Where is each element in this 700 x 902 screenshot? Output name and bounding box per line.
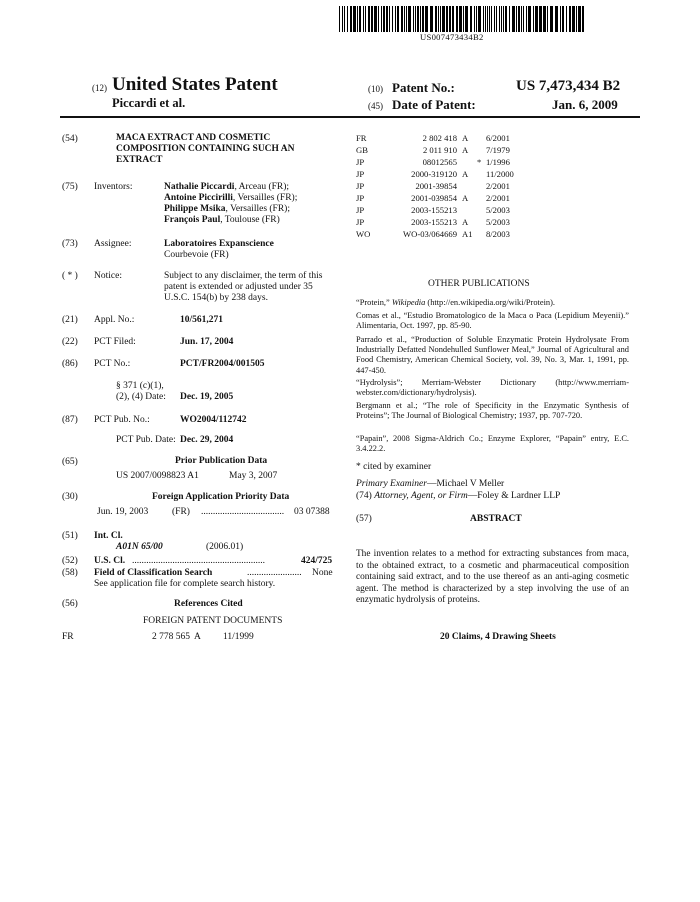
notice-line: Subject to any disclaimer, the term of this [164, 271, 323, 281]
barcode-bar [422, 6, 424, 32]
pct-no-label: PCT No.: [94, 359, 131, 369]
barcode-bar [386, 6, 388, 32]
barcode-bar [383, 6, 385, 32]
inventor-line [164, 193, 297, 204]
refs-code: (56) [62, 599, 78, 609]
pub-text: Wikipedia [391, 298, 426, 307]
ref-number: 2001-039854 [411, 193, 457, 203]
barcode-bar [401, 6, 403, 32]
uscl-label: U.S. Cl. [94, 556, 126, 566]
inventor-name: François Paul [164, 215, 221, 225]
foreign-ref-row [356, 145, 646, 156]
barcode-bar [374, 6, 377, 32]
barcode-bar [499, 6, 500, 32]
barcode-bar [582, 6, 584, 32]
title-code: (54) [62, 134, 78, 144]
title-line: MACA EXTRACT AND COSMETIC [116, 133, 271, 143]
barcode-bar [526, 6, 527, 32]
assignee-code: (73) [62, 239, 78, 249]
barcode-bar [440, 6, 441, 32]
foreign-priority-code: (30) [62, 492, 78, 502]
attorney-name: —Foley & Lardner LLP [467, 491, 561, 501]
ref-country: JP [356, 217, 365, 227]
inventor-line [164, 215, 280, 226]
ref-number: 2001-39854 [415, 181, 457, 191]
barcode-bar [344, 6, 345, 32]
barcode-bar [470, 6, 472, 32]
pub-no-label: PCT Pub. No.: [94, 415, 150, 425]
publication-entry [356, 298, 629, 308]
foreign-ref-row [356, 229, 646, 240]
pct-filed-code: (22) [62, 337, 78, 347]
ref-star: * [477, 157, 482, 167]
ref-date: 5/2003 [486, 217, 510, 227]
ref-country: JP [356, 157, 365, 167]
code-10: (10) [368, 84, 383, 94]
examiner-line [356, 479, 504, 490]
foreign-docs-heading: FOREIGN PATENT DOCUMENTS [143, 616, 283, 626]
header-rule [60, 116, 640, 118]
pub-date-value: Dec. 29, 2004 [180, 435, 234, 445]
barcode-bar [523, 6, 524, 32]
title-line: EXTRACT [116, 155, 163, 165]
barcode-bar [555, 6, 558, 32]
barcode-bar [501, 6, 502, 32]
pub-text: “Protein,” [356, 298, 392, 307]
ref-number: WO-03/064669 [403, 229, 457, 239]
intcl-version: (2006.01) [206, 542, 244, 552]
barcode-bar [516, 6, 517, 32]
barcode-bar [406, 6, 407, 32]
barcode-bar [533, 6, 534, 32]
barcode-bar [353, 6, 356, 32]
foreign-ref-row [356, 217, 646, 228]
prior-date: May 3, 2007 [229, 471, 278, 481]
ref-number: 2 802 418 [422, 133, 457, 143]
inventors-code: (75) [62, 182, 78, 192]
date-label: Date of Patent: [392, 97, 476, 112]
foreign-priority-dots: ................................... [201, 507, 285, 517]
ref-country: JP [356, 205, 365, 215]
barcode-bar [442, 6, 445, 32]
ref-kind: A [462, 169, 469, 179]
examiner-name: —Michael V Meller [426, 479, 505, 489]
uscl-code: (52) [62, 556, 78, 566]
ref-date: 7/1979 [486, 145, 510, 155]
foreign-ref-row [356, 181, 646, 192]
barcode [339, 6, 585, 32]
code-45: (45) [368, 101, 383, 111]
ref-kind: A [462, 193, 469, 203]
barcode-bar [368, 6, 370, 32]
notice-code: ( * ) [62, 271, 78, 281]
pct-no-value: PCT/FR2004/001505 [180, 359, 265, 369]
s371-value: Dec. 19, 2005 [180, 392, 234, 402]
title-line: COMPOSITION CONTAINING SUCH AN [116, 144, 295, 154]
inventor-name: Nathalie Piccardi [164, 182, 235, 192]
barcode-bar [350, 6, 352, 32]
ref-number: 2000-319120 [411, 169, 457, 179]
uscl-value: 424/725 [301, 556, 333, 566]
ref-kind: A [462, 133, 469, 143]
barcode-bar [371, 6, 373, 32]
cited-by-examiner: * cited by examiner [356, 462, 432, 472]
barcode-bar [392, 6, 393, 32]
intcl-code: (51) [62, 531, 78, 541]
barcode-bar [389, 6, 390, 32]
barcode-bar [404, 6, 405, 32]
barcode-bar [415, 6, 416, 32]
barcode-bar [496, 6, 497, 32]
barcode-bar [430, 6, 433, 32]
foreign-doc-kind: A [194, 632, 201, 642]
patent-title-heading: United States Patent [112, 74, 278, 95]
barcode-bar [569, 6, 571, 32]
barcode-bar [395, 6, 396, 32]
ref-country: FR [356, 133, 367, 143]
barcode-bar [420, 6, 421, 32]
foreign-ref-row [356, 193, 646, 204]
barcode-bar [562, 6, 564, 32]
foreign-priority-number: 03 07388 [294, 507, 330, 517]
inventor-place: , Toulouse (FR) [220, 215, 280, 225]
assignee-place: Courbevoie (FR) [164, 250, 229, 260]
ref-country: JP [356, 181, 365, 191]
inventor-line [164, 204, 290, 215]
ref-number: 2003-155213 [411, 217, 457, 227]
barcode-bar [483, 6, 484, 32]
abstract-code: (57) [356, 514, 372, 524]
field-label: Field of Classification Search [94, 568, 213, 578]
intcl-class: A01N 65/00 [116, 542, 163, 552]
code-12: (12) [92, 83, 107, 93]
barcode-bar [576, 6, 577, 32]
barcode-bar [359, 6, 361, 32]
pub-no-value: WO2004/112742 [180, 415, 247, 425]
publication-entry: “Papain”, 2008 Sigma-Aldrich Co.; Enzyme Explorer, “Papain” entry, E.C. 3.4.22.2. [356, 434, 629, 454]
prior-number: US 2007/0098823 A1 [116, 471, 199, 481]
patent-date: Jan. 6, 2009 [552, 97, 618, 112]
ref-number: 08012565 [422, 157, 457, 167]
barcode-bar [456, 6, 458, 32]
inventors-label: Inventors: [94, 182, 133, 192]
appl-label: Appl. No.: [94, 315, 135, 325]
barcode-bar [435, 6, 437, 32]
barcode-bar [489, 6, 490, 32]
assignee-name: Laboratoires Expanscience [164, 239, 274, 249]
ref-date: 5/2003 [486, 205, 510, 215]
barcode-bar [550, 6, 553, 32]
barcode-bar [425, 6, 428, 32]
barcode-bar [452, 6, 454, 32]
barcode-bar [566, 6, 567, 32]
foreign-doc-number: 2 778 565 [152, 632, 190, 642]
patent-number: US 7,473,434 B2 [516, 78, 621, 94]
pub-text: (http://en.wikipedia.org/wiki/Protein). [425, 298, 555, 307]
foreign-priority-date: Jun. 19, 2003 [97, 507, 149, 517]
barcode-bar [357, 6, 358, 32]
barcode-bar [378, 6, 379, 32]
notice-label: Notice: [94, 271, 122, 281]
examiner-label: Primary Examiner [356, 479, 427, 489]
barcode-bar [365, 6, 366, 32]
barcode-bar [476, 6, 477, 32]
barcode-bar [521, 6, 522, 32]
ref-country: WO [356, 229, 371, 239]
barcode-bar [543, 6, 546, 32]
inventor-line [164, 182, 289, 193]
field-value: None [312, 568, 333, 578]
publication-entry: Bergmann et al.; “The role of Specificity in the Enzymatic Synthesis of Proteins”; The Journal of Biological Chemistry; 1937, pp. 707-720. [356, 401, 629, 421]
uscl-dots: ........................................................ [132, 556, 265, 566]
ref-date: 2/2001 [486, 193, 510, 203]
ref-country: JP [356, 193, 365, 203]
foreign-ref-row [356, 133, 646, 144]
barcode-bar [503, 6, 504, 32]
barcode-bar [474, 6, 475, 32]
barcode-bar [459, 6, 462, 32]
ref-date: 8/2003 [486, 229, 510, 239]
barcode-bar [417, 6, 419, 32]
foreign-ref-row [356, 157, 646, 168]
ref-date: 11/2000 [486, 169, 514, 179]
inventor-name: Antoine Piccirilli [164, 193, 233, 203]
publication-entry: “Hydrolysis”; Merriam-Webster Dictionary (http://www.merriam-webster.com/dictionary/hydrolysis). [356, 378, 629, 398]
barcode-bar [339, 6, 340, 32]
ref-number: 2003-155213 [411, 205, 457, 215]
barcode-bar [478, 6, 481, 32]
pct-filed-value: Jun. 17, 2004 [180, 337, 234, 347]
ref-country: JP [356, 169, 365, 179]
field-code: (58) [62, 568, 78, 578]
barcode-bar [572, 6, 575, 32]
barcode-bar [494, 6, 495, 32]
ref-date: 2/2001 [486, 181, 510, 191]
barcode-bar [539, 6, 542, 32]
assignee-label: Assignee: [94, 239, 132, 249]
field-dots: ....................... [247, 568, 302, 578]
barcode-bar [463, 6, 464, 32]
barcode-bar [535, 6, 538, 32]
barcode-bar [342, 6, 343, 32]
foreign-ref-row [356, 169, 646, 180]
barcode-bar [381, 6, 382, 32]
barcode-bar [512, 6, 515, 32]
claims-line: 20 Claims, 4 Drawing Sheets [440, 632, 556, 642]
barcode-bar [413, 6, 414, 32]
barcode-bar [547, 6, 548, 32]
attorney-line [356, 491, 560, 502]
ref-kind: A1 [462, 229, 473, 239]
barcode-bar [505, 6, 507, 32]
foreign-ref-row [356, 205, 646, 216]
barcode-bar [491, 6, 492, 32]
ref-date: 1/1996 [486, 157, 510, 167]
prior-code: (65) [62, 457, 78, 467]
barcode-bar [485, 6, 486, 32]
ref-kind: A [462, 217, 469, 227]
pub-no-code: (87) [62, 415, 78, 425]
barcode-bar [397, 6, 399, 32]
barcode-bar [509, 6, 510, 32]
barcode-number: US007473434B2 [420, 32, 484, 42]
publication-entry: Comas et al., “Estudio Bromatologico de la Maca o Paca (Lepidium Meyenii).” Alimentaria, Oct. 1997, pp. 85-90. [356, 311, 629, 331]
attorney-label: Attorney, Agent, or Firm [374, 491, 468, 501]
inventor-place: , Versailles (FR); [225, 204, 290, 214]
ref-country: GB [356, 145, 368, 155]
foreign-priority-country: (FR) [172, 507, 190, 517]
notice-line: patent is extended or adjusted under 35 [164, 282, 313, 292]
abstract-heading: ABSTRACT [470, 514, 522, 524]
patent-no-label: Patent No.: [392, 80, 455, 95]
other-pubs-heading: OTHER PUBLICATIONS [428, 279, 530, 289]
barcode-bar [560, 6, 561, 32]
barcode-bar [487, 6, 488, 32]
inventor-place: , Versailles (FR); [232, 193, 298, 203]
barcode-bar [449, 6, 451, 32]
barcode-bar [465, 6, 468, 32]
inventor-place: , Arceau (FR); [234, 182, 290, 192]
barcode-bar [347, 6, 348, 32]
barcode-bar [363, 6, 364, 32]
intcl-label: Int. Cl. [94, 531, 123, 541]
barcode-bar [528, 6, 531, 32]
appl-value: 10/561,271 [180, 315, 224, 325]
inventors-short: Piccardi et al. [112, 96, 186, 110]
pct-filed-label: PCT Filed: [94, 337, 136, 347]
notice-line: U.S.C. 154(b) by 238 days. [164, 293, 268, 303]
barcode-bar [578, 6, 581, 32]
appl-code: (21) [62, 315, 78, 325]
publication-entry: Parrado et al., “Production of Soluble Enzymatic Protein Hydrolysate From Industrially Defatted Nondehulled Sunflower Meal,” Journal of Agricultural and Food Chemistry, American Chemical Society, vol. 39, No. 3, Mar. 1, 1991, pp. 447-450. [356, 335, 629, 375]
pct-no-code: (86) [62, 359, 78, 369]
pub-date-label: PCT Pub. Date: [116, 435, 176, 445]
inventor-name: Philippe Msika [164, 204, 226, 214]
barcode-bar [408, 6, 411, 32]
prior-heading: Prior Publication Data [175, 456, 268, 466]
ref-kind: A [462, 145, 469, 155]
s371-label: (2), (4) Date: [116, 392, 166, 402]
foreign-priority-heading: Foreign Application Priority Data [152, 492, 290, 502]
foreign-doc-country: FR [62, 632, 74, 642]
foreign-doc-date: 11/1999 [223, 632, 254, 642]
attorney-code: (74) [356, 491, 375, 501]
s371-label: § 371 (c)(1), [116, 381, 164, 391]
barcode-bar [518, 6, 520, 32]
abstract-text: The invention relates to a method for extracting substances from maca, to the obtained extract, to a cosmetic and pharmaceutical composition containing said extract, and to the use thereof as an anti-aging cosmetic agent. The method is characterized by a step involving the use of an enzymatic hydrolysis of proteins. [356, 549, 629, 606]
refs-heading: References Cited [174, 599, 243, 609]
ref-date: 6/2001 [486, 133, 510, 143]
barcode-bar [446, 6, 448, 32]
barcode-bar [438, 6, 439, 32]
field-note: See application file for complete search history. [94, 579, 276, 589]
ref-number: 2 011 910 [422, 145, 457, 155]
